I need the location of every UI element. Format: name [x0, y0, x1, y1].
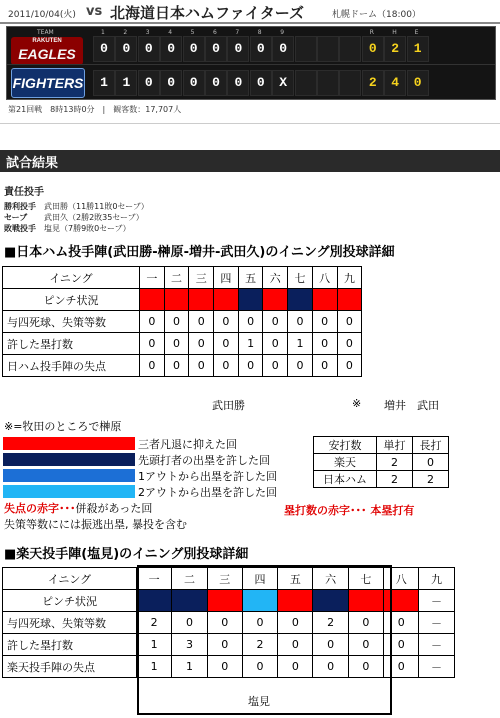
rk-inning-header: 六 — [313, 568, 348, 590]
nh-row-label: 与四死球、失策等数 — [3, 311, 140, 333]
rk-inning-header: 九 — [419, 568, 454, 590]
scoreboard-inning-header: 6 — [213, 29, 217, 36]
rk-value-cell: － — [419, 612, 454, 634]
winning-pitcher: 勝利投手 武田勝（11勝11敗0セーブ） — [4, 202, 149, 211]
nh-pinch-cell — [288, 289, 313, 311]
nh-inning-header: 三 — [189, 267, 214, 289]
rk-pinch-cell — [348, 590, 383, 612]
hit-header-single: 単打 — [377, 437, 413, 454]
scoreboard-inning-header: 5 — [190, 29, 195, 36]
nh-value-cell: 0 — [140, 333, 165, 355]
rk-value-cell: 0 — [313, 656, 348, 678]
rk-value-cell: 0 — [384, 634, 419, 656]
nh-inning-header: 七 — [288, 267, 313, 289]
nh-row-label: 日ハム投手陣の失点 — [3, 355, 140, 377]
scoreboard-rhe-cell: 1 — [407, 36, 429, 62]
nh-pinch-cell — [312, 289, 337, 311]
nh-inning-header: 九 — [337, 267, 362, 289]
hit-single: 2 — [377, 454, 413, 471]
scoreboard-inning-cell: 1 — [93, 70, 115, 96]
nh-value-cell: 0 — [189, 311, 214, 333]
nh-pinch-cell — [164, 289, 189, 311]
rk-value-cell: 1 — [137, 656, 172, 678]
scoreboard-rhe-cell: 2 — [384, 36, 406, 62]
rk-value-cell: 0 — [278, 656, 313, 678]
rk-value-cell: 0 — [172, 612, 207, 634]
result-bar — [0, 150, 500, 172]
hit-table — [313, 436, 449, 488]
rk-pinch-cell — [137, 590, 172, 612]
scoreboard-team-header: TEAM — [37, 29, 54, 36]
header-divider — [0, 22, 500, 24]
nh-inning-header: 八 — [312, 267, 337, 289]
rk-value-cell: － — [419, 656, 454, 678]
scoreboard — [6, 26, 496, 100]
nh-pinch-cell — [238, 289, 263, 311]
scoreboard-rhe-cell: 2 — [362, 70, 384, 96]
eagles-logo: RAKUTEN EAGLES — [11, 37, 83, 65]
scoreboard-row-eagles — [7, 30, 495, 64]
nh-value-cell: 0 — [164, 355, 189, 377]
rk-pinch-cell — [172, 590, 207, 612]
nh-pinch-cell — [140, 289, 165, 311]
nh-value-cell: 0 — [140, 355, 165, 377]
nh-value-cell: 0 — [312, 311, 337, 333]
rk-pinch-cell — [242, 590, 277, 612]
fighters-logo: FIGHTERS — [11, 68, 85, 98]
legend-red-swatch — [3, 437, 135, 450]
rk-value-cell: 2 — [137, 612, 172, 634]
nh-pinch-cell — [189, 289, 214, 311]
rk-header-label: イニング — [3, 568, 137, 590]
vs-label: vs — [86, 4, 103, 19]
nh-value-cell: 0 — [337, 333, 362, 355]
rk-value-cell: 0 — [207, 656, 242, 678]
scoreboard-inning-cell — [339, 36, 361, 62]
hit-header-hits: 安打数 — [314, 437, 377, 454]
scoreboard-inning-cell: 0 — [250, 70, 272, 96]
nh-value-cell: 0 — [337, 355, 362, 377]
legend-hr-note: 塁打数の赤字･･･ 本塁打有 — [284, 504, 415, 517]
rk-value-cell: 0 — [348, 656, 383, 678]
rk-pinch-cell — [313, 590, 348, 612]
rk-pitcher-name: 塩見 — [248, 695, 270, 708]
nh-pinch-cell — [214, 289, 239, 311]
rk-value-cell: 0 — [207, 612, 242, 634]
nh-value-cell: 0 — [263, 311, 288, 333]
scoreboard-inning-cell — [339, 70, 361, 96]
scoreboard-row-fighters — [7, 64, 495, 98]
meta-divider — [0, 123, 500, 124]
scoreboard-inning-header: 1 — [101, 29, 105, 36]
hit-single: 2 — [377, 471, 413, 488]
legend-navy-swatch — [3, 453, 135, 466]
nh-value-cell: 0 — [312, 355, 337, 377]
legend-blue-text: 1アウトから出塁を許した回 — [138, 470, 277, 483]
nh-value-cell: 0 — [288, 355, 313, 377]
scoreboard-inning-cell: 0 — [160, 36, 182, 62]
hit-long: 2 — [413, 471, 449, 488]
rk-pinch-label: ピンチ状況 — [3, 590, 137, 612]
rk-value-cell: 0 — [278, 634, 313, 656]
scoreboard-inning-cell — [317, 36, 339, 62]
nh-value-cell: 0 — [312, 333, 337, 355]
rk-inning-header: 二 — [172, 568, 207, 590]
venue: 札幌ドーム（18:00） — [332, 10, 421, 20]
rk-pinch-cell: － — [419, 590, 454, 612]
nh-value-cell: 1 — [288, 333, 313, 355]
rk-value-cell: 0 — [313, 634, 348, 656]
nh-inning-header: 四 — [214, 267, 239, 289]
rk-inning-header: 一 — [137, 568, 172, 590]
nh-value-cell: 0 — [288, 311, 313, 333]
scoreboard-inning-cell: 1 — [115, 70, 137, 96]
losing-pitcher: 敗戦投手 塩見（7勝9敗0セーブ） — [4, 224, 131, 233]
nh-inning-header: 二 — [164, 267, 189, 289]
rk-inning-header: 三 — [207, 568, 242, 590]
responsible-pitchers-title: 責任投手 — [4, 187, 44, 198]
hit-long: 0 — [413, 454, 449, 471]
game-meta: 第21回戦 8時13時0分 | 観客数：17,707人 — [8, 105, 182, 114]
rk-value-cell: 1 — [137, 634, 172, 656]
rk-value-cell: 3 — [172, 634, 207, 656]
scoreboard-inning-cell: 0 — [205, 70, 227, 96]
nh-value-cell: 0 — [263, 355, 288, 377]
rk-row-label: 許した塁打数 — [3, 634, 137, 656]
nh-section-title: ■日本ハム投手陣(武田勝-榊原-増井-武田久)のイニング別投球詳細 — [4, 245, 395, 260]
hit-header-long: 長打 — [413, 437, 449, 454]
scoreboard-inning-header: 4 — [168, 29, 173, 36]
nh-value-cell: 0 — [189, 355, 214, 377]
scoreboard-inning-cell: 0 — [183, 36, 205, 62]
scoreboard-inning-cell: 0 — [93, 36, 115, 62]
scoreboard-inning-header: R — [369, 29, 374, 36]
nh-row-label: 許した塁打数 — [3, 333, 140, 355]
save-pitcher: セーブ 武田久（2勝2敗35セーブ） — [4, 213, 144, 222]
nh-header-label: イニング — [3, 267, 140, 289]
rk-value-cell: 0 — [348, 612, 383, 634]
scoreboard-inning-cell — [295, 70, 317, 96]
rk-row-label: 与四死球、失策等数 — [3, 612, 137, 634]
rk-inning-header: 七 — [348, 568, 383, 590]
rk-value-cell: 1 — [172, 656, 207, 678]
hit-team: 楽天 — [314, 454, 377, 471]
rk-row-label: 楽天投手陣の失点 — [3, 656, 137, 678]
scoreboard-rhe-cell: 0 — [362, 36, 384, 62]
legend-light-swatch — [3, 485, 135, 498]
nh-value-cell: 0 — [189, 333, 214, 355]
scoreboard-inning-cell: 0 — [272, 36, 294, 62]
scoreboard-inning-cell: 0 — [138, 36, 160, 62]
nh-inning-header: 六 — [263, 267, 288, 289]
legend-light-text: 2アウトから出塁を許した回 — [138, 486, 277, 499]
rk-value-cell: 0 — [278, 612, 313, 634]
result-title: 試合結果 — [6, 156, 59, 171]
nh-pitcher-left: 武田勝 — [212, 399, 245, 412]
rk-pinch-cell — [207, 590, 242, 612]
legend-note: ※=牧田のところで榊原 — [4, 420, 122, 433]
rk-pinch-cell — [384, 590, 419, 612]
nh-value-cell: 0 — [214, 355, 239, 377]
rk-section-title: ■楽天投手陣(塩見)のイニング別投球詳細 — [4, 547, 249, 562]
nh-value-cell: 0 — [214, 311, 239, 333]
game-date: 2011/10/04(火) — [8, 10, 76, 20]
rk-inning-header: 四 — [242, 568, 277, 590]
rk-value-cell: 0 — [242, 612, 277, 634]
nh-value-cell: 0 — [337, 311, 362, 333]
scoreboard-rhe-cell: 4 — [384, 70, 406, 96]
rk-value-cell: 0 — [384, 656, 419, 678]
legend-navy-text: 先頭打者の出塁を許した回 — [138, 454, 270, 467]
nh-value-cell: 0 — [238, 355, 263, 377]
scoreboard-inning-cell: 0 — [227, 70, 249, 96]
scoreboard-inning-header: 3 — [145, 29, 150, 36]
nh-value-cell: 0 — [140, 311, 165, 333]
rk-value-cell: 0 — [384, 612, 419, 634]
scoreboard-inning-cell: 0 — [227, 36, 249, 62]
scoreboard-inning-header: 2 — [123, 29, 128, 36]
scoreboard-inning-header: 7 — [235, 29, 240, 36]
scoreboard-inning-cell: 0 — [160, 70, 182, 96]
nh-pitcher-mark: ※ — [352, 397, 362, 410]
scoreboard-inning-header: 8 — [257, 29, 262, 36]
nh-value-cell: 0 — [238, 311, 263, 333]
scoreboard-inning-header: E — [414, 29, 419, 36]
scoreboard-inning-cell: 0 — [115, 36, 137, 62]
scoreboard-inning-cell — [295, 36, 317, 62]
scoreboard-rhe-cell: 0 — [407, 70, 429, 96]
scoreboard-inning-cell: 0 — [138, 70, 160, 96]
scoreboard-inning-cell: 0 — [183, 70, 205, 96]
rk-inning-header: 八 — [384, 568, 419, 590]
nh-pinch-label: ピンチ状況 — [3, 289, 140, 311]
nh-pinch-cell — [337, 289, 362, 311]
nh-value-cell: 0 — [164, 333, 189, 355]
nh-value-cell: 0 — [214, 333, 239, 355]
rk-pinch-cell — [278, 590, 313, 612]
nh-value-cell: 0 — [164, 311, 189, 333]
scoreboard-inning-cell: 0 — [250, 36, 272, 62]
legend-dp-note: 失点の赤字･･･併殺があった回 — [4, 502, 153, 515]
nh-value-cell: 1 — [238, 333, 263, 355]
rk-inning-table — [2, 567, 455, 678]
scoreboard-inning-cell: 0 — [205, 36, 227, 62]
scoreboard-inning-cell — [317, 70, 339, 96]
nh-pitcher-right: 増井 武田 — [384, 399, 439, 412]
nh-pinch-cell — [263, 289, 288, 311]
scoreboard-inning-cell: X — [272, 70, 294, 96]
legend-blue-swatch — [3, 469, 135, 482]
nh-inning-header: 五 — [238, 267, 263, 289]
hit-team: 日本ハム — [314, 471, 377, 488]
rk-value-cell: 0 — [242, 656, 277, 678]
rk-value-cell: 0 — [207, 634, 242, 656]
nh-inning-table — [2, 266, 362, 377]
legend-red-text: 三者凡退に抑えた回 — [138, 438, 237, 451]
rk-value-cell: 0 — [348, 634, 383, 656]
rk-value-cell: 2 — [313, 612, 348, 634]
opponent-team: 北海道日本ハムファイターズ — [110, 4, 304, 22]
scoreboard-inning-header: H — [392, 29, 397, 36]
legend-error-note: 失策等数にには振逃出塁, 暴投を含む — [4, 518, 187, 531]
rk-value-cell: 2 — [242, 634, 277, 656]
scoreboard-inning-header: 9 — [280, 29, 285, 36]
nh-inning-header: 一 — [140, 267, 165, 289]
rk-inning-header: 五 — [278, 568, 313, 590]
rk-value-cell: － — [419, 634, 454, 656]
nh-value-cell: 0 — [263, 333, 288, 355]
